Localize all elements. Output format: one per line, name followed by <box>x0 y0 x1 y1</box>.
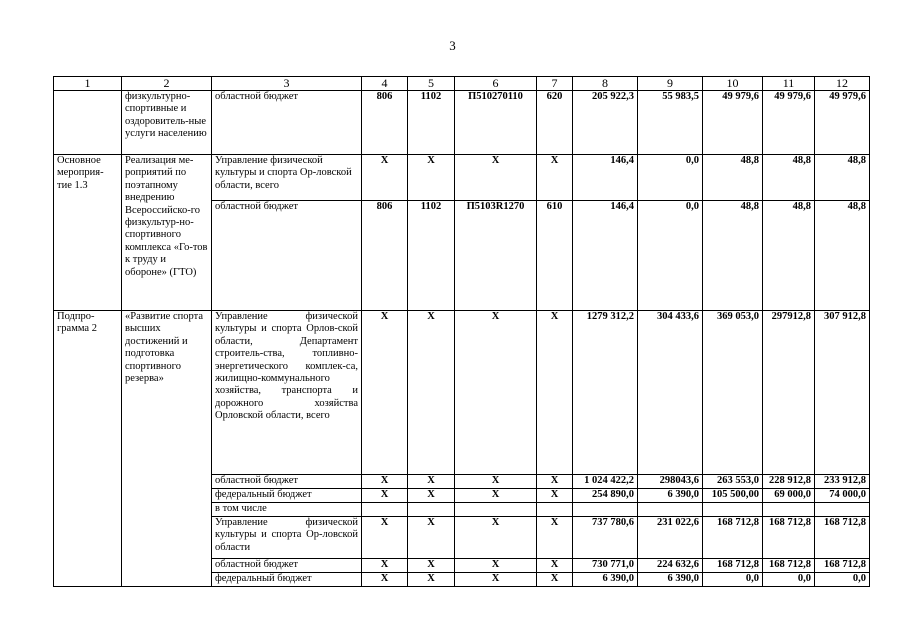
amount-year-cell: 168 712,8 <box>815 559 870 573</box>
amount-year-cell: 48,8 <box>763 155 815 201</box>
rzpr-cell: Х <box>408 155 455 201</box>
csr-cell: Х <box>455 559 537 573</box>
amount-year-cell: 369 053,0 <box>703 311 763 475</box>
vr-cell: Х <box>537 559 573 573</box>
amount-year-cell <box>638 503 703 517</box>
header-cell: 4 <box>362 77 408 91</box>
rzpr-cell: Х <box>408 311 455 475</box>
rzpr-cell: 1102 <box>408 91 455 155</box>
amount-year-cell: 55 983,5 <box>638 91 703 155</box>
vr-cell <box>537 503 573 517</box>
table-row <box>54 155 870 201</box>
grbs-cell: Х <box>362 489 408 503</box>
grbs-cell: 806 <box>362 201 408 311</box>
grbs-cell: Х <box>362 311 408 475</box>
grbs-cell <box>362 503 408 517</box>
amount-year-cell: 49 979,6 <box>763 91 815 155</box>
amount-total-cell: 254 890,0 <box>573 489 638 503</box>
program-code-cell: Подпро-грамма 2 <box>54 311 122 587</box>
amount-year-cell: 49 979,6 <box>703 91 763 155</box>
amount-year-cell: 48,8 <box>815 201 870 311</box>
amount-year-cell: 231 022,6 <box>638 517 703 559</box>
header-cell: 1 <box>54 77 122 91</box>
vr-cell: 620 <box>537 91 573 155</box>
executor-cell: в том числе <box>212 503 362 517</box>
header-cell: 12 <box>815 77 870 91</box>
executor-cell: Управление физической культуры и спорта Ор-ловской области, всего <box>212 155 362 201</box>
amount-year-cell: 48,8 <box>815 155 870 201</box>
table-row <box>54 311 870 475</box>
amount-total-cell: 737 780,6 <box>573 517 638 559</box>
amount-year-cell: 228 912,8 <box>763 475 815 489</box>
rzpr-cell: Х <box>408 489 455 503</box>
program-name-cell: физкультурно-спортивные и оздоровитель-ные услуги населению <box>122 91 212 155</box>
header-cell: 9 <box>638 77 703 91</box>
budget-table <box>53 76 870 587</box>
amount-year-cell: 307 912,8 <box>815 311 870 475</box>
vr-cell: Х <box>537 573 573 587</box>
grbs-cell: Х <box>362 155 408 201</box>
executor-cell: областной бюджет <box>212 201 362 311</box>
vr-cell: Х <box>537 489 573 503</box>
table-header-row <box>54 77 870 91</box>
header-cell: 7 <box>537 77 573 91</box>
grbs-cell: Х <box>362 517 408 559</box>
amount-year-cell: 0,0 <box>703 573 763 587</box>
program-name-cell: «Развитие спорта высших достижений и подготовка спортивного резерва» <box>122 311 212 587</box>
grbs-cell: Х <box>362 559 408 573</box>
header-cell: 11 <box>763 77 815 91</box>
header-cell: 8 <box>573 77 638 91</box>
amount-year-cell: 0,0 <box>638 201 703 311</box>
vr-cell: Х <box>537 517 573 559</box>
amount-year-cell: 0,0 <box>815 573 870 587</box>
rzpr-cell: Х <box>408 559 455 573</box>
grbs-cell: Х <box>362 573 408 587</box>
csr-cell: Х <box>455 489 537 503</box>
vr-cell: Х <box>537 311 573 475</box>
rzpr-cell <box>408 503 455 517</box>
amount-total-cell: 1 024 422,2 <box>573 475 638 489</box>
header-cell: 10 <box>703 77 763 91</box>
executor-cell: федеральный бюджет <box>212 573 362 587</box>
amount-year-cell: 168 712,8 <box>703 559 763 573</box>
csr-cell: П510270110 <box>455 91 537 155</box>
header-cell: 6 <box>455 77 537 91</box>
amount-year-cell: 74 000,0 <box>815 489 870 503</box>
header-cell: 5 <box>408 77 455 91</box>
rzpr-cell: Х <box>408 517 455 559</box>
amount-total-cell: 730 771,0 <box>573 559 638 573</box>
rzpr-cell: 1102 <box>408 201 455 311</box>
amount-year-cell: 297912,8 <box>763 311 815 475</box>
amount-year-cell: 6 390,0 <box>638 489 703 503</box>
table-row <box>54 91 870 155</box>
program-name-cell: Реализация ме-роприятий по поэтапному внедрению Всероссийско-го физкультур-но-спортивного комплекса «Го-тов к труду и обороне» (ГТО) <box>122 155 212 311</box>
amount-year-cell: 298043,6 <box>638 475 703 489</box>
amount-year-cell: 224 632,6 <box>638 559 703 573</box>
amount-total-cell: 6 390,0 <box>573 573 638 587</box>
amount-year-cell: 168 712,8 <box>815 517 870 559</box>
amount-total-cell: 146,4 <box>573 201 638 311</box>
csr-cell: Х <box>455 155 537 201</box>
vr-cell: Х <box>537 475 573 489</box>
amount-year-cell: 48,8 <box>763 201 815 311</box>
executor-cell: областной бюджет <box>212 559 362 573</box>
amount-year-cell: 263 553,0 <box>703 475 763 489</box>
amount-year-cell: 304 433,6 <box>638 311 703 475</box>
program-code-cell <box>54 91 122 155</box>
csr-cell: Х <box>455 517 537 559</box>
executor-cell: Управление физической культуры и спорта Орлов-ской области, Департамент строитель-ства, топливно-энергетического комплек-са, жилищно-коммунального хозяйства, транспорта и дорожного хозяйства Орловской области, всего <box>212 311 362 475</box>
amount-year-cell <box>763 503 815 517</box>
amount-year-cell: 105 500,00 <box>703 489 763 503</box>
vr-cell: Х <box>537 155 573 201</box>
executor-cell: Управление физической культуры и спорта Ор-ловской области <box>212 517 362 559</box>
header-cell: 3 <box>212 77 362 91</box>
executor-cell: областной бюджет <box>212 475 362 489</box>
program-code-cell: Основное мероприя-тие 1.3 <box>54 155 122 311</box>
csr-cell: П5103R1270 <box>455 201 537 311</box>
amount-total-cell: 146,4 <box>573 155 638 201</box>
grbs-cell: Х <box>362 475 408 489</box>
csr-cell: Х <box>455 573 537 587</box>
csr-cell: Х <box>455 311 537 475</box>
amount-year-cell: 168 712,8 <box>703 517 763 559</box>
csr-cell <box>455 503 537 517</box>
executor-cell: областной бюджет <box>212 91 362 155</box>
rzpr-cell: Х <box>408 573 455 587</box>
executor-cell: федеральный бюджет <box>212 489 362 503</box>
rzpr-cell: Х <box>408 475 455 489</box>
page-number: 3 <box>449 38 456 53</box>
vr-cell: 610 <box>537 201 573 311</box>
amount-year-cell: 69 000,0 <box>763 489 815 503</box>
amount-year-cell: 6 390,0 <box>638 573 703 587</box>
grbs-cell: 806 <box>362 91 408 155</box>
amount-year-cell: 48,8 <box>703 155 763 201</box>
amount-year-cell: 48,8 <box>703 201 763 311</box>
csr-cell: Х <box>455 475 537 489</box>
amount-year-cell <box>815 503 870 517</box>
amount-year-cell: 0,0 <box>763 573 815 587</box>
amount-year-cell: 233 912,8 <box>815 475 870 489</box>
amount-year-cell: 168 712,8 <box>763 559 815 573</box>
amount-year-cell <box>703 503 763 517</box>
amount-total-cell: 1279 312,2 <box>573 311 638 475</box>
header-cell: 2 <box>122 77 212 91</box>
amount-year-cell: 49 979,6 <box>815 91 870 155</box>
amount-total-cell: 205 922,3 <box>573 91 638 155</box>
amount-year-cell: 168 712,8 <box>763 517 815 559</box>
amount-year-cell: 0,0 <box>638 155 703 201</box>
amount-total-cell <box>573 503 638 517</box>
